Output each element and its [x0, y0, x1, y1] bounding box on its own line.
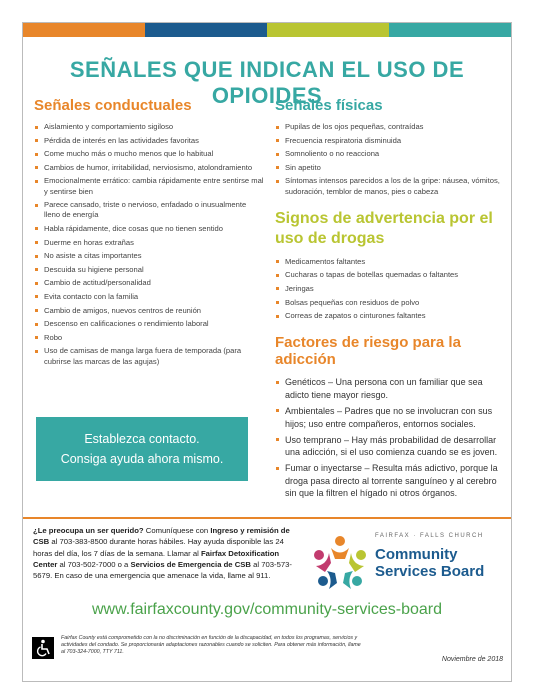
behavioral-sign-item: Come mucho más o mucho menos que lo habitual: [34, 149, 264, 159]
csb-logo: [309, 531, 499, 601]
behavioral-sign-item: Descuida su higiene personal: [34, 265, 264, 275]
behavioral-sign-item: Uso de camisas de manga larga fuera de temporada (para cubrirse las marcas de las agujas): [34, 346, 264, 366]
contact-question: ¿Le preocupa un ser querido?: [33, 526, 144, 535]
contact-text-2: al 703-383-8500 durante horas hábiles. Hay ayuda disponible las 24 horas del día, los 7 días de la semana. Llamar al: [33, 537, 284, 558]
risk-factor-item: Genéticos – Una persona con un familiar que sea adicto tiene mayor riesgo.: [275, 376, 507, 401]
physical-sign-item: Somnoliento o no reacciona: [275, 149, 507, 159]
color-bar-segment-lime: [267, 23, 389, 37]
website-link[interactable]: www.fairfaxcounty.gov/community-services-board: [91, 601, 443, 618]
non-discrimination-disclaimer: Fairfax County está comprometido con la no discriminación en función de la discapacidad, en todos los programas, servicios y actividades del condado. Se proporcionarán adaptaciones razonables cuando se soliciten. Para obtener más información, llame al 703-324-7000, TTY 711.: [61, 635, 361, 655]
physical-signs-title: Señales físicas: [275, 97, 383, 114]
flyer-page: [22, 22, 512, 682]
behavioral-sign-item: Aislamiento y comportamiento sigiloso: [34, 122, 264, 132]
detox-center-name: Fairfax Detoxification Center: [33, 548, 280, 569]
behavioral-sign-item: Cambio de amigos, nuevos centros de reunión: [34, 306, 264, 316]
contact-text-3: al 703-502-7000 o a: [57, 559, 131, 569]
drug-warning-item: Medicamentos faltantes: [275, 257, 507, 267]
behavioral-sign-item: No asiste a citas importantes: [34, 251, 264, 261]
drug-warning-signs-title: Signos de advertencia por el uso de drogas: [275, 209, 493, 247]
section-divider: [23, 517, 511, 519]
logo-jurisdiction: FAIRFAX · FALLS CHURCH: [375, 533, 484, 539]
behavioral-sign-item: Habla rápidamente, dice cosas que no tienen sentido: [34, 224, 264, 234]
physical-signs-list: [275, 122, 507, 197]
physical-sign-item: Frecuencia respiratoria disminuida: [275, 136, 507, 146]
color-bar-segment-blue: [145, 23, 267, 37]
risk-factor-item: Fumar o inyectarse – Resulta más adictivo, porque la droga pasa directo al torrente sanguíneo y al cerebro sin que la filtren el hígado ni otros órganos.: [275, 462, 507, 500]
behavioral-sign-item: Robo: [34, 333, 264, 343]
left-column: [34, 97, 264, 370]
behavioral-signs-list: [34, 122, 264, 367]
color-bar-segment-teal: [389, 23, 511, 37]
physical-sign-item: Sin apetito: [275, 163, 507, 173]
page-title: SEÑALES QUE INDICAN EL USO DE OPIOIDES: [69, 57, 465, 108]
cta-line-2: Consiga ayuda ahora mismo.: [60, 452, 224, 466]
drug-warning-item: Bolsas pequeñas con residuos de polvo: [275, 298, 507, 308]
risk-factor-item: Ambientales – Padres que no se involucran con sus hijos; uso entre compañeros, entornos sociales.: [275, 405, 507, 430]
color-bar-segment-orange: [23, 23, 145, 37]
behavioral-sign-item: Descenso en calificaciones o rendimiento laboral: [34, 319, 264, 329]
accessibility-icon: [32, 637, 54, 659]
csb-intake-name: Ingreso y remisión de CSB: [33, 526, 290, 547]
risk-factors-title: Factores de riesgo para la adicción: [275, 334, 461, 369]
logo-name: [375, 546, 484, 580]
behavioral-sign-item: Pérdida de interés en las actividades favoritas: [34, 136, 264, 146]
physical-sign-item: Pupilas de los ojos pequeñas, contraídas: [275, 122, 507, 132]
drug-warning-item: Cucharas o tapas de botellas quemadas o faltantes: [275, 270, 507, 280]
top-color-bar: [23, 23, 511, 37]
drug-warning-item: Correas de zapatos o cinturones faltantes: [275, 311, 507, 321]
behavioral-sign-item: Parece cansado, triste o nervioso, enfadado o inusualmente lleno de energía: [34, 200, 264, 220]
csb-people-circle-icon: [309, 533, 371, 595]
contact-paragraph: [33, 525, 303, 581]
contact-text-1: Comuníquese con: [143, 526, 211, 535]
risk-factor-item: Uso temprano – Hay más probabilidad de desarrollar una adicción, si el uso comienza cuando se es joven.: [275, 434, 507, 459]
csb-emergency-name: Servicios de Emergencia de CSB: [130, 559, 251, 569]
logo-line-1: Community: [375, 546, 458, 563]
behavioral-sign-item: Duerme en horas extrañas: [34, 238, 264, 248]
call-to-action-box: [36, 417, 248, 481]
logo-line-2: Services Board: [375, 563, 485, 580]
right-column: [275, 97, 507, 503]
risk-factors-list: [275, 376, 507, 500]
physical-sign-item: Síntomas intensos parecidos a los de la gripe: náusea, vómitos, sudoración, temblor de manos, pies o cabeza: [275, 176, 507, 196]
contact-text-4: al 703-573-5679. En caso de una emergencia que amenace la vida, llame al 911.: [33, 559, 292, 581]
behavioral-sign-item: Cambio de actitud/personalidad: [34, 278, 264, 288]
drug-warning-item: Jeringas: [275, 284, 507, 294]
drug-warning-signs-list: [275, 257, 507, 322]
publication-date: Noviembre de 2018: [441, 656, 503, 663]
behavioral-sign-item: Evita contacto con la familia: [34, 292, 264, 302]
cta-line-1: Establezca contacto.: [84, 432, 200, 446]
behavioral-signs-title: Señales conductuales: [34, 97, 192, 114]
behavioral-sign-item: Emocionalmente errático: cambia rápidamente entre sentirse mal y sentirse bien: [34, 176, 264, 196]
behavioral-sign-item: Cambios de humor, irritabilidad, nerviosismo, atolondramiento: [34, 163, 264, 173]
